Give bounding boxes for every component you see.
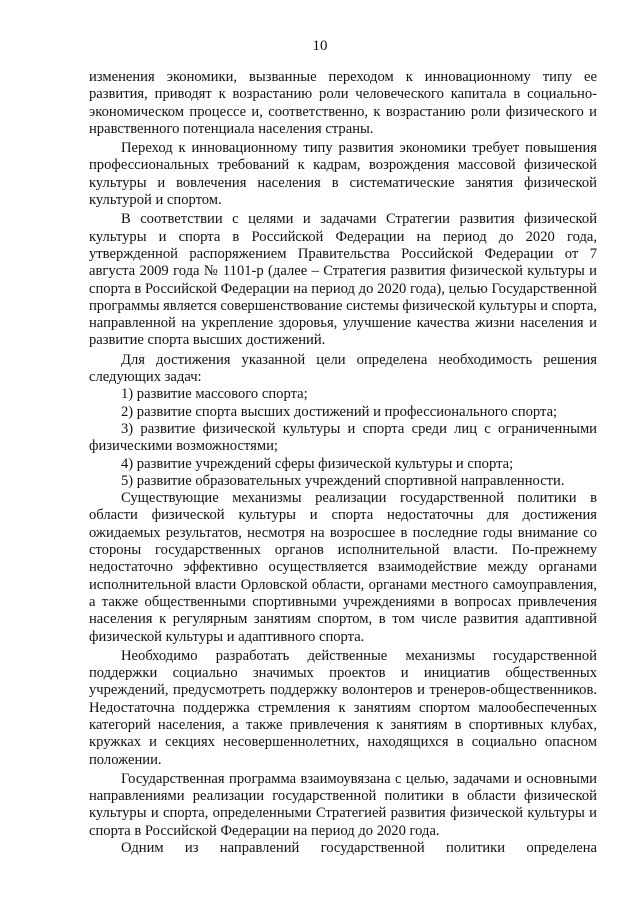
list-item-4: 4) развитие учреждений сферы физической культуры и спорта; bbox=[121, 455, 514, 472]
paragraph-1: изменения экономики, вызванные переходом к инновационному типу ее развития, приводят к возрастанию роли человеческого капитала в социально-экономическом процессе и, соответственно, к возрастанию роли физического и нравственного потенциала населения страны. bbox=[89, 69, 597, 137]
paragraph-4: Для достижения указанной цели определена необходимость решения следующих задач: bbox=[89, 351, 597, 386]
page-number: 10 bbox=[312, 38, 328, 54]
paragraph-7: Государственная программа взаимоувязана с целью, задачами и основными направлениями реализации государственной политики в области физической культуры и спорта, определенными Стратегией развития физической культуры и спорта в Российской Федерации на период до 2020 года. bbox=[89, 770, 597, 839]
list-item-1: 1) развитие массового спорта; bbox=[121, 386, 308, 403]
paragraph-6: Необходимо разработать действенные механизмы государственной поддержки социально значимых проектов и инициатив общественных учреждений, предусмотреть поддержку волонтеров и тренеров-общественников. Недостаточна поддержка стремления к занятиям спортом малообеспеченных категорий населения, а также привлечения к занятиям в спортивных клубах, кружках и секциях несовершеннолетних, находящихся в социально опасном положении. bbox=[89, 647, 597, 768]
list-item-2: 2) развитие спорта высших достижений и профессионального спорта; bbox=[121, 403, 558, 420]
paragraph-8: Одним из направлений государственной политики определена bbox=[121, 840, 597, 857]
paragraph-2: Переход к инновационному типу развития экономики требует повышения профессиональных требований к кадрам, возрождения массовой физической культуры и вовлечения населения в систематические занятия физической культурой и спортом. bbox=[89, 140, 597, 209]
paragraph-5: Существующие механизмы реализации государственной политики в области физической культуры и спорта недостаточны для достижения ожидаемых результатов, несмотря на возросшее в последние годы внимание со стороны государственных органов исполнительной власти. По-прежнему недостаточно эффективно осуществляется взаимодействие между органами исполнительной власти Орловской области, органами местного самоуправления, а также общественными спортивными учреждениями в вопросах привлечения населения к регулярным занятиям спортом, в том числе развития адаптивной физической культуры и адаптивного спорта. bbox=[89, 490, 597, 645]
paragraph-3: В соответствии с целями и задачами Стратегии развития физической культуры и спорта в Российской Федерации на период до 2020 года, утвержденной распоряжением Правительства Российской Федерации от 7 августа 2009 года № 1101-р (далее – Стратегия развития физической культуры и спорта в Российской Федерации на период до 2020 года), целью Государственной программы является совершенствование системы физической культуры и спорта, направленной на укрепление здоровья, улучшение качества жизни населения и развитие спорта высших достижений. bbox=[89, 211, 598, 349]
document-body bbox=[89, 69, 597, 857]
list-item-3: 3) развитие физической культуры и спорта среди лиц с ограниченными физическими возможностями; bbox=[89, 420, 597, 455]
list-item-5: 5) развитие образовательных учреждений спортивной направленности. bbox=[121, 472, 565, 489]
